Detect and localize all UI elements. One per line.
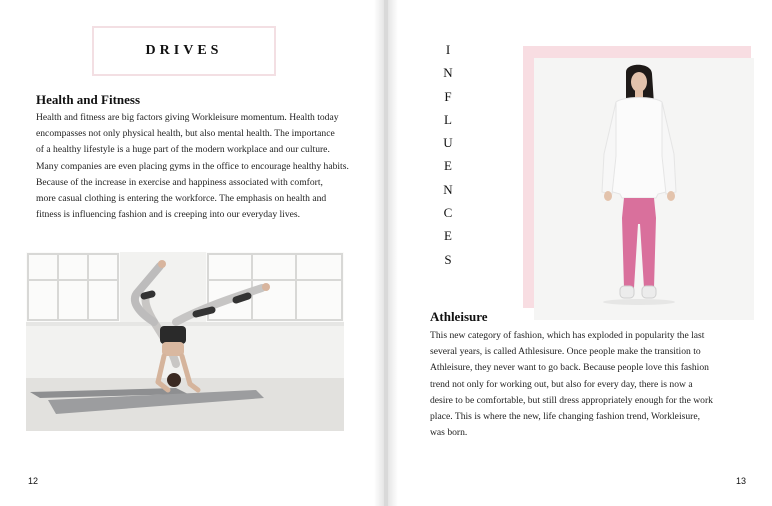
- body-line: Athleisure, they never want to go back. Because people love this fashion: [430, 362, 709, 374]
- page-number-left: 12: [28, 476, 39, 486]
- heading-health-fitness: Health and Fitness: [36, 92, 141, 107]
- title-letter: S: [444, 251, 452, 267]
- body-line: more casual clothing is entering the workforce. The emphasis on health and: [36, 193, 327, 205]
- yoga-photo: [26, 252, 344, 431]
- title-letter: L: [444, 111, 452, 127]
- body-line: trend not only for working out, but also for every day, there is now a: [430, 378, 693, 390]
- yoga-photo-illustration: [26, 252, 344, 431]
- section-title: DRIVES: [145, 43, 223, 58]
- gutter-shadow: [388, 0, 398, 506]
- right-page: [388, 0, 772, 506]
- title-letter: U: [443, 135, 453, 151]
- body-line: Health and fitness are big factors giving Workleisure momentum. Health today: [36, 112, 339, 123]
- body-line: encompasses not only physical health, but also mental health. The importance: [36, 128, 335, 140]
- heading-athleisure: Athleisure: [430, 309, 488, 324]
- title-letter: N: [443, 65, 453, 81]
- title-letter: C: [443, 205, 453, 221]
- page-number-right: 13: [736, 476, 747, 486]
- athleisure-model-photo: [534, 58, 754, 320]
- body-line: of a healthy lifestyle is a huge part of the modern workplace and our culture.: [36, 144, 330, 156]
- body-line: desire to be comfortable, but still dress appropriately enough for the work: [430, 394, 713, 406]
- body-line: several years, is called Athlesisure. Once people make the transition to: [430, 346, 701, 358]
- body-text-health: [36, 110, 349, 223]
- title-letter: I: [445, 42, 451, 57]
- body-line: Because of the increase in exercise and happiness associated with comfort,: [36, 176, 323, 188]
- body-line: was born.: [430, 427, 468, 439]
- title-letter: E: [444, 228, 452, 244]
- title-letter: F: [444, 88, 452, 104]
- vertical-title-influences: [438, 38, 458, 271]
- body-line: fitness is influencing fashion and is creeping into our everyday lives.: [36, 209, 301, 221]
- body-text-athleisure: [430, 328, 713, 441]
- body-line: Many companies are even placing gyms in the office to encourage healthy habits.: [36, 160, 349, 172]
- body-line: This new category of fashion, which has exploded in popularity the last: [430, 330, 705, 341]
- section-title-box: [92, 26, 276, 76]
- gutter-shadow: [374, 0, 384, 506]
- title-letter: N: [443, 181, 453, 197]
- left-page: [0, 0, 384, 506]
- model-photo-illustration: [534, 58, 754, 320]
- title-letter: E: [444, 158, 452, 174]
- body-line: place. This is where the new, life changing fashion trend, Workleisure,: [430, 411, 700, 423]
